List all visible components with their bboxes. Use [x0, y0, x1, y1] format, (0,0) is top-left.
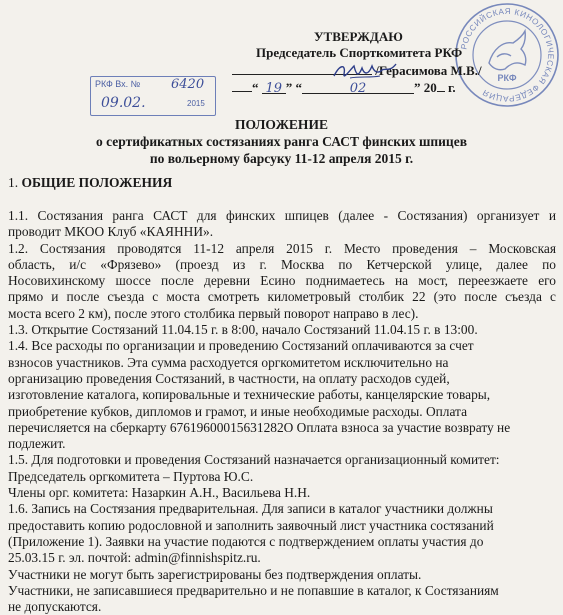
body-line: 1.2. Состязания проводятся 11-12 апреля 2015 г. Место проведения – Московская — [8, 240, 556, 256]
body-line: 1.4. Все расходы по организации и проведению Состязаний оплачиваются за счет — [8, 338, 474, 354]
body-line: Председатель оргкомитета – Пуртова Ю.С. — [8, 468, 254, 484]
title-line-2: о сертификатных состязаниях ранга САСТ финских шпицев — [96, 134, 467, 149]
approval-year-prefix: 20 — [423, 80, 437, 95]
body-line: 25.03.15 г. эл. почтой: admin@finnishspitz.ru. — [8, 550, 261, 566]
section-heading — [8, 175, 172, 191]
body-line: 1.3. Открытие Состязаний 11.04.15 г. в 8:00, начало Состязаний 11.04.15 г. в 13:00. — [8, 322, 478, 338]
body-line: взносов участников. Эта сумма расходуется оргкомитетом исключительно на — [8, 354, 449, 370]
approval-date-line: “ 19 ” “ 02 ” 20 г. — [232, 78, 532, 96]
section-title: ОБЩИЕ ПОЛОЖЕНИЯ — [21, 175, 173, 190]
approval-year-suffix: г. — [448, 80, 456, 95]
body-line: область, и/с «Фрязево» (проезд из г. Москва по Кетчерской улице, далее по — [8, 256, 556, 272]
handwritten-signature — [330, 58, 400, 84]
title-heading: ПОЛОЖЕНИЕ — [235, 117, 328, 132]
approval-day: 19 — [262, 80, 286, 94]
registration-stamp — [90, 76, 216, 116]
reg-stamp-year: 2015 — [187, 99, 205, 108]
body-line: 1.6. Запись на Состязания предварительная. Для записи в каталог участники должны — [8, 501, 493, 517]
body-line: подлежит. — [8, 436, 66, 452]
body-line: (Приложение 1). Заявки на участие подаются с подтверждением оплаты участия до — [8, 533, 484, 549]
body-text — [8, 208, 556, 615]
body-line: прямо и после съезда с моста смотреть километровый столбик 22 (это после съезда с — [8, 289, 556, 305]
approval-name: /Герасимова М.В./ — [375, 63, 482, 78]
seal-outer-text: РОССИЙСКАЯ КИНОЛОГИЧЕСКАЯ ФЕДЕРАЦИЯ — [459, 6, 556, 104]
document-title — [0, 116, 563, 167]
body-line: Участники не могут быть зарегистрированы без подтверждения оплаты. — [8, 566, 422, 582]
body-line: моста всего 2 км), после этого столбика первый поворот направо в лес). — [8, 305, 419, 321]
body-line: Члены орг. комитета: Назаркин А.Н., Васильева Н.Н. — [8, 485, 311, 501]
approval-position: Председатель Спорткомитета РКФ — [256, 45, 463, 60]
body-line: 1.5. Для подготовки и проведения Состязаний назначается организационный комитет: — [8, 452, 500, 468]
body-line: предоставить копию родословной и заполнить заявочный лист участника состязаний — [8, 517, 494, 533]
body-line: 1.1. Состязания ранга САСТ для финских шпицев (далее - Состязания) организует и — [8, 208, 556, 223]
body-line: Участники, не записавшиеся предварительно и не попавшие в каталог, к Состязаниям — [8, 582, 499, 598]
body-line: организацию проведения Состязаний, в частности, на оплату расходов судей, — [8, 370, 450, 386]
body-line: Носовихинскому шоссе после деревни Есино поднимаетесь на мост, переезжаете его — [8, 273, 556, 289]
body-line: проводит МКОО Клуб «КАЯННИ». — [8, 224, 214, 240]
reg-stamp-number: 6420 — [171, 77, 205, 92]
body-line: изготовление каталога, копировальные и технические работы, канцелярские товары, — [8, 387, 491, 403]
body-line: перечисляется на сберкарту 67619600015631282О Оплата взноса за участие возврату не — [8, 419, 511, 435]
body-line: приобретение кубков, дипломов и грамот, и иные необходимые расходы. Оплата — [8, 403, 468, 419]
body-line: не допускаются. — [8, 599, 102, 615]
approval-heading: УТВЕРЖДАЮ — [314, 29, 403, 44]
section-number: 1. — [8, 175, 19, 190]
title-line-3: по вольерному барсуку 11-12 апреля 2015 г. — [149, 151, 414, 166]
approval-month: 02 — [302, 80, 414, 94]
reg-stamp-date: 09.02. — [101, 95, 146, 111]
seal-center-text: РКФ — [497, 73, 517, 83]
reg-stamp-label: РКФ Вх. № — [95, 79, 141, 89]
